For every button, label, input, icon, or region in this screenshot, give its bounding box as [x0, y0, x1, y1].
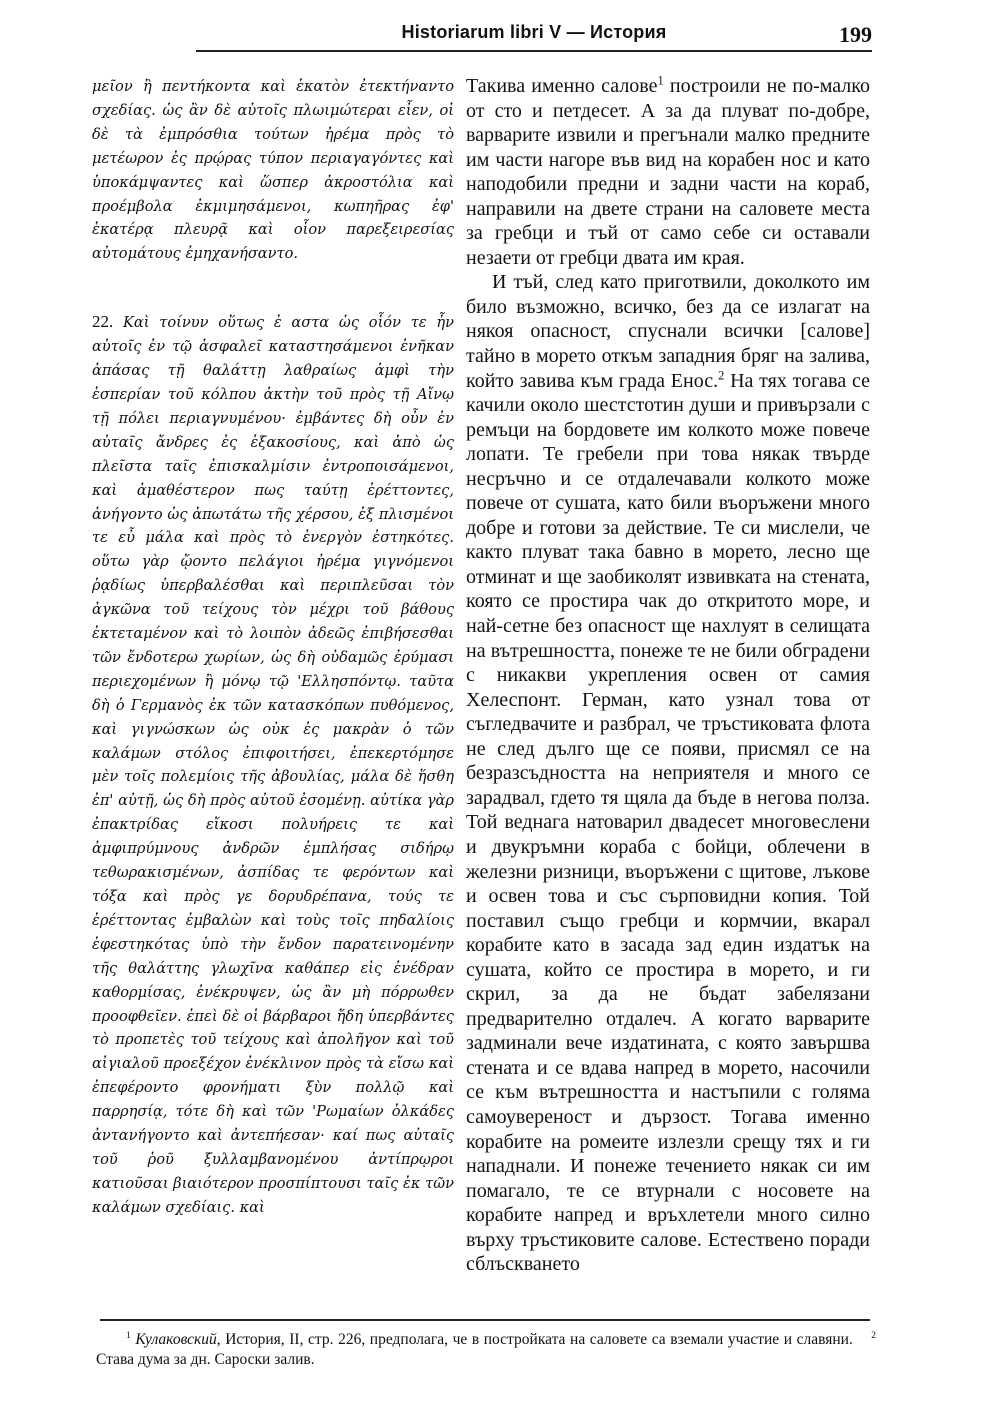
footnote-ref-1: 1: [657, 73, 664, 88]
footnote-mark-1: 1: [126, 1329, 131, 1341]
bulgarian-text: На тях тогава се качили около шестстотин души и привързали с ремъци на бордовете им колкото може повече лопати. Те гребели при това някак твърде несръчно и се отдалечавали колкото може повече от сушата, като били въоръжени много добре и готови за действие. Те си мислели, че както плуват така бавно в морето, лесно ще отминат и ще заобиколят извивката на стената, която се простира чак до откритото море, и най-сетне без опасност ще нахлуят в селищата на вътрешността, понеже те не били обградени с никакви укрепления освен от самия Хелеспонт. Герман, като узнал това от съгледвачите и разбрал, че тръстиковата флота не след дълго ще се появи, присмял се на безразсъдността на неприятеля и много се зарадвал, гдето тя щяла да бъде в негова полза. Той веднага натоварил двадесет многовеслени и двукръмни кораба с бойци, облечени в железни ризници, въоръжени с щитове, лъкове и освен това и със сърповидни копия. Той поставил също гребци и кормчии, вкарал корабите като в засада зад един издатък на сушата, който се простира в морето, и ги скрил, за да не бъдат забелязани предварително отдалеч. А когато варварите задминали вече издатината, с която завършва стената и се вдава напред в морето, насочили се към вътрешността и настъпили с голяма самоувереност и дързост. Тогава именно корабите на ромеите излезли срещу тях и ги нападнали. И понеже течението някак си им помагало, те се втурнали с носовете на корабите напред и връхлетели много силно върху тръстиковите салове. Естествено поради сблъскването: [466, 369, 870, 1276]
chapter-number: 22.: [92, 312, 114, 332]
bulgarian-paragraph: [466, 270, 870, 1276]
running-title: Historiarum libri V — История: [401, 22, 667, 42]
greek-column: [92, 75, 454, 1220]
bulgarian-text: построили не по-малко от сто и петдесет. А за да плуват по-добре, варварите извили и прегънали малко предните им части нагоре във вид на корабен нос и като наподобили предни и задни части на кораб, направили на двете страни на саловете места за гребци и тъй от само себе си оставали незаети от гребци двата им края.: [466, 75, 870, 269]
running-header: [196, 22, 872, 56]
footnote-ref-2: 2: [718, 367, 725, 382]
footnote-mark-2: 2: [871, 1329, 877, 1341]
footnote-block: [96, 1330, 876, 1370]
page-number: 199: [839, 22, 872, 47]
bulgarian-paragraph: [466, 74, 870, 270]
greek-paragraph-22: [92, 310, 454, 1219]
greek-paragraph-text: Καὶ τοίνυν οὕτως ἐ αστα ὡς οἷόν τε ἦν αὐτοῖς ἐν τῷ ἀσφαλεῖ καταστησάμενοι ἐνῆκαν ἁπάσας τῇ θαλάττῃ λαθραίως ἀμφὶ τὴν ἑσπερίαν τοῦ κόλπου ἀκτὴν τοῦ πρὸς τῇ Αἴνῳ τῇ πόλει περιαγνυμένου· ἐμβάντες δὴ οὖν ἐν αὐταῖς ἄνδρες ἐς ἑξακοσίους, καὶ ἀπὸ ὡς πλεῖστα ταῖς ἐπισκαλμίσιν ἐντροποισάμενοι, καὶ ἀμαθέστερον πως ταύτῃ ἐρέττοντες, ἀνήγοντο ὡς ἀπωτάτω τῆς χέρσου, ἐξ πλισμένοι τε εὖ μάλα καὶ πρὸς τὸ ἐνεργὸν ἐστηκότες. οὕτω γὰρ ᾤοντο πελάγιοι ἠρέμα γιγνόμενοι ῥᾳδίως ὑπερβαλέσθαι καὶ περιπλεῦσαι τὸν ἀγκῶνα τοῦ τείχους τὸν μέχρι τοῦ βάθους ἐκτεταμένον καὶ τὸ λοιπὸν ἀδεῶς ἐπιβήσεσθαι τῶν ἔνδοτερω χωρίων, ὡς δὴ οὐδαμῶς ἐρύμασι περιεχομένων ἢ μόνῳ τῷ 'Ελλησπόντῳ. ταῦτα δὴ ὁ Γερμανὸς ἐκ τῶν κατασκόπων πυθόμενος, καὶ γιγνώσκων ὡς οὐκ ἐς μακρὰν ὁ τῶν καλάμων στόλος ἐπιφοιτήσει, ἐπεκερτόμησε μὲν τοῖς πολεμίοις τῆς ἀβουλίας, μάλα δὲ ἥσθη ἐπ' αὐτῇ, ὡς δὴ πρὸς αὐτοῦ ἐσομένῃ. αὐτίκα γὰρ ἐπακτρίδας εἴκοσι πολυήρεις τε καὶ ἀμφιπρύμνους ἀνδρῶν ἐμπλήσας σιδήρῳ τεθωρακισμένων, ἀσπίδας τε φερόντων καὶ τόξα καὶ πρὸς γε δορυδρέπανα, τούς τε ἐρέττοντας ἐμβαλὼν καὶ τοὺς τοῖς πηδαλίοις ἐφεστηκότας ὑπὸ τὴν ἔνδον παρατεινομένην τῆς θαλάττης γλωχῖνα καθάπερ εἰς ἐνέδραν καθορμίσας, ἐνέκρυψεν, ὡς ἂν μὴ πόρρωθεν προοφθεῖεν. ἐπεὶ δὲ οἱ βάρβαροι ἤδη ὑπερβάντες τὸ προπετὲς τοῦ τείχους καὶ ἀπολῆγον καὶ τοῦ αἰγιαλοῦ προεξέχον ἐνέκλινον πρὸς τὰ εἴσω καὶ ἐπεφέροντο φρονήματι ξὺν πολλῷ καὶ παρρησίᾳ, τότε δὴ καὶ τῶν 'Ρωμαίων ὁλκάδες ἀντανήγοντο καὶ ἀντεπήεσαν· καί πως αὐταῖς τοῦ ῥοῦ ξυλλαμβανομένου ἀντίπρῳροι κατιοῦσαι βιαιότερον προσπίπτουσι ταῖς ἐκ τῶν καλάμων σχεδίαις. καὶ: [92, 314, 455, 1216]
footnote-author: Кулаковский: [135, 1331, 217, 1348]
footnotes: [96, 1330, 876, 1370]
greek-paragraph: μεῖον ἢ πεντήκοντα καὶ ἑκατὸν ἐτεκτήναντο σχεδίας. ὡς ἂν δὲ αὐτοῖς πλωιμώτεραι εἶεν, οἱ δὲ τὰ ἐμπρόσθια τούτων ἠρέμα πρὸς τὸ μετέωρον ἐς πρῴρας τύπον περιαγαγόντες καὶ ὑποκάμψαντες καὶ ὥσπερ ἀκροστόλια καὶ προέμβολα ἐκμιμησάμενοι, κωπηῆρας ἐφ' ἑκατέρᾳ πλευρᾷ καὶ οἷον παρεξειρεσίας αὐτομάτους ἐμηχανήσαντο.: [92, 78, 454, 263]
footnote-text-2: Става дума за дн. Сароски залив.: [96, 1351, 315, 1368]
bulgarian-column: [466, 74, 870, 1277]
bulgarian-text: И тъй, след като приготвили, доколкото им било възможно, всичко, без да се излагат на някоя опасност, спуснали всички [салове] тайно в морето откъм западния бряг на залива, който завива към града Енос.: [466, 271, 870, 392]
footnote-rule: [100, 1319, 870, 1321]
header-rule: [196, 50, 872, 52]
footnote-text-1: , История, II, стр. 226, предполага, че в постройката на саловете са вземали участие и славяни.: [216, 1331, 853, 1348]
bulgarian-text: Такива именно салове: [466, 75, 658, 97]
